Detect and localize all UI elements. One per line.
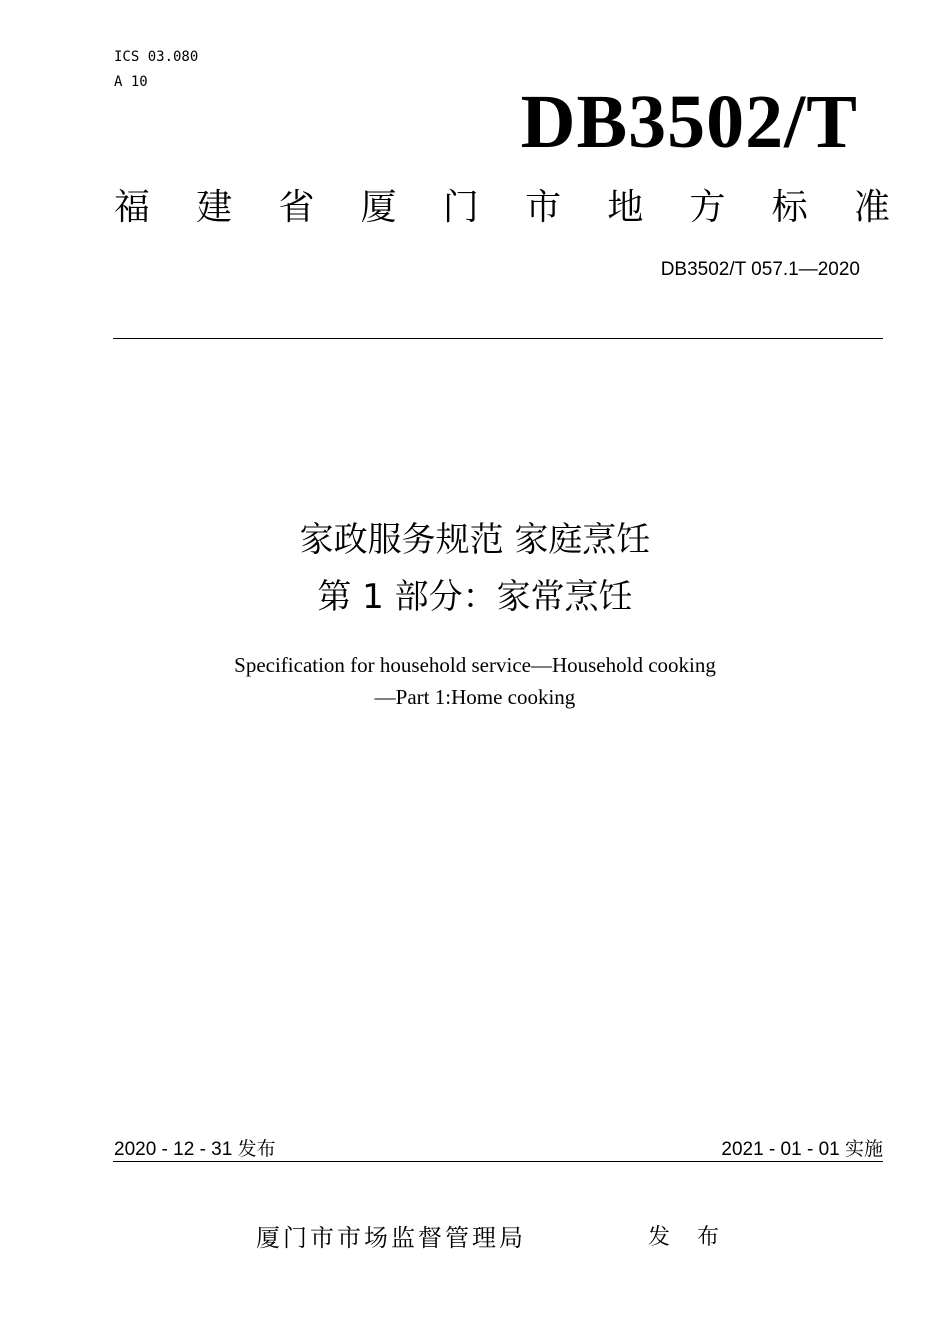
standard-type-char: 福 xyxy=(114,187,151,228)
classification-code: A 10 xyxy=(114,74,148,90)
standard-type-char: 准 xyxy=(853,187,890,228)
standard-type-banner xyxy=(114,186,890,230)
standard-number: DB3502/T 057.1—2020 xyxy=(660,259,860,280)
bottom-divider xyxy=(113,1161,883,1162)
title-english-line-1: Specification for household service—Household cooking xyxy=(234,653,716,677)
standard-type-char: 门 xyxy=(442,187,479,228)
top-divider xyxy=(113,338,883,339)
issue-date: 2020 - 12 - 31 发布 xyxy=(114,1139,276,1160)
standard-type-char: 市 xyxy=(525,187,562,228)
standard-type-char: 标 xyxy=(771,187,808,228)
ics-code: ICS 03.080 xyxy=(114,49,199,65)
title-chinese-line-1: 家政服务规范 家庭烹饪 xyxy=(299,520,651,560)
publish-label: 发 布 xyxy=(648,1225,729,1250)
publisher-name: 厦门市市场监督管理局 xyxy=(256,1224,526,1252)
implementation-date: 2021 - 01 - 01 实施 xyxy=(721,1139,883,1160)
standard-code-heading: DB3502/T xyxy=(520,80,858,164)
standard-type-char: 方 xyxy=(689,187,726,228)
standard-type-char: 建 xyxy=(196,187,233,228)
title-english-line-2: —Part 1:Home cooking xyxy=(374,685,576,709)
standard-type-char: 地 xyxy=(607,187,644,228)
standard-type-char: 省 xyxy=(278,187,315,228)
title-chinese-line-2: 第 1 部分：家常烹饪 xyxy=(317,577,633,617)
standard-type-char: 厦 xyxy=(360,187,397,228)
